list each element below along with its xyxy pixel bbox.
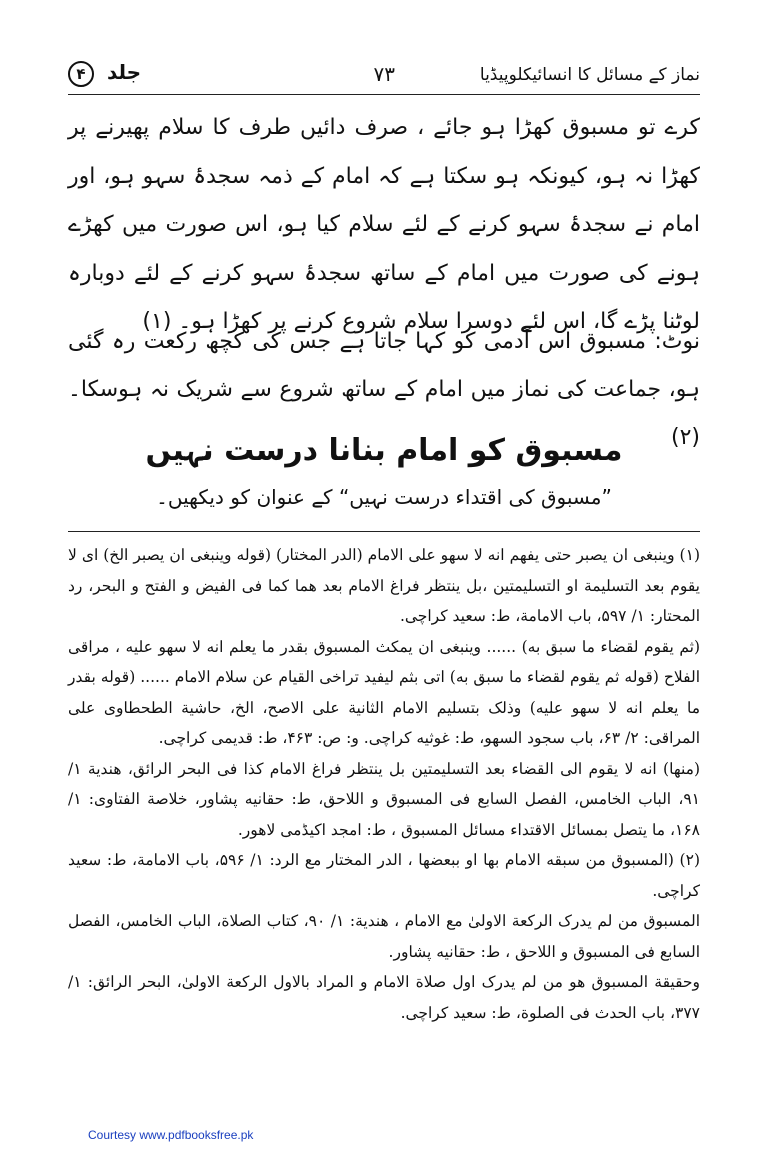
- footnote: (ثم یقوم لقضاء ما سبق به) ...... وینبغی ان یمکث المسبوق بقدر ما یعلم انه لا سهو علیه ، مراقی الفلاح (قوله ثم یقوم لقضاء ما سبق به) اتی بثم لیفید تراخی القیام عن سلام الامام ...... (قوله بقدر ما یعلم انه لا سهو علیه) وذلک بتسلیم الامام الثانیة علی الاصح، الخ، حاشیة الطحطاوی علی المراقی: ۲/ ۶۳، باب سجود السهو، ط: غوثیه کراچی. و: ص: ۴۶۳، ط: قدیمی کراچی.: [68, 637, 700, 747]
- footnote-divider: [68, 531, 700, 532]
- note-paragraph: نوٹ: مسبوق اس آدمی کو کہا جاتا ہے جس کی کچھ رکعت رہ گئی ہو، جماعت کی نماز میں امام کے ساتھ شروع سے شریک نہ ہوسکا۔ (۲): [68, 329, 700, 450]
- footnote: المسبوق من لم یدرک الرکعة الاولیٰ مع الامام ، هندیة: ۱/ ۹۰، کتاب الصلاة، الباب الخامس، الفصل السابع فی المسبوق و اللاحق ، ط: حقانیه پشاور.: [68, 912, 700, 961]
- volume-label: جلد: [106, 60, 142, 84]
- see-also-reference: ”مسبوق کی اقتداء درست نہیں“ کے عنوان کو دیکھیں۔: [156, 485, 612, 509]
- volume-indicator: [68, 60, 141, 87]
- footnotes: [68, 540, 700, 1028]
- section-heading: مسبوق کو امام بنانا درست نہیں: [145, 433, 623, 468]
- footnote: (منها) انه لا یقوم الی القضاء بعد التسلیمتین بل ینتظر فراغ الامام کذا فی البحر الرائق، هندیة ۱/ ۹۱، الباب الخامس، الفصل السابع فی المسبوق و اللاحق، ط: حقانیه پشاور، خلاصة الفتاوی: ۱/ ۱۶۸، ما یتصل بمسائل الاقتداء مسائل المسبوق ، ط: امجد اکیڈمی لاهور.: [68, 759, 700, 839]
- page-number: ۷۳: [373, 62, 395, 86]
- running-header: [68, 58, 700, 95]
- footnote: وحقیقة المسبوق هو من لم یدرک اول صلاة الامام و المراد بالاول الرکعة الاولیٰ، البحر الرائق: ۱/ ۳۷۷، باب الحدث فی الصلوة، ط: سعید کراچی.: [68, 973, 700, 1022]
- body-paragraph-1: کرے تو مسبوق کھڑا ہو جائے ، صرف دائیں طرف کا سلام پھیرنے پر کھڑا نہ ہو، کیونکہ ہو سکتا ہے کہ امام کے ذمہ سجدۂ سہو ہو، اور امام نے سجدۂ سہو کرنے کے لئے سلام کیا ہو، اس صورت میں کھڑے ہونے کی صورت میں امام کے ساتھ سجدۂ سہو کرنے کے لئے دوبارہ لوٹنا پڑے گا، اس لئے دوسرا سلام شروع کرنے پر کھڑا ہو۔ (۱): [68, 115, 700, 334]
- footnote: (۱) وینبغی ان یصبر حتی یفهم انه لا سهو علی الامام (الدر المختار) (قوله وینبغی ان یصبر الخ) ای لا یقوم بعد التسلیمة او التسلیمتین ،بل ینتظر فراغ الامام بعد هما کما فی الفیض و الفتح و البحر، رد المحتار: ۱/ ۵۹۷، باب الامامة، ط: سعید کراچی.: [68, 546, 700, 625]
- footnote: (۲) (المسبوق من سبقه الامام بها او ببعضها ، الدر المختار مع الرد: ۱/ ۵۹۶، باب الامامة، ط: سعید کراچی.: [68, 851, 700, 900]
- book-title: نماز کے مسائل کا انسائیکلوپیڈیا: [479, 65, 700, 85]
- courtesy-credit: Courtesy www.pdfbooksfree.pk: [88, 1128, 254, 1142]
- volume-number: ۴: [68, 61, 94, 87]
